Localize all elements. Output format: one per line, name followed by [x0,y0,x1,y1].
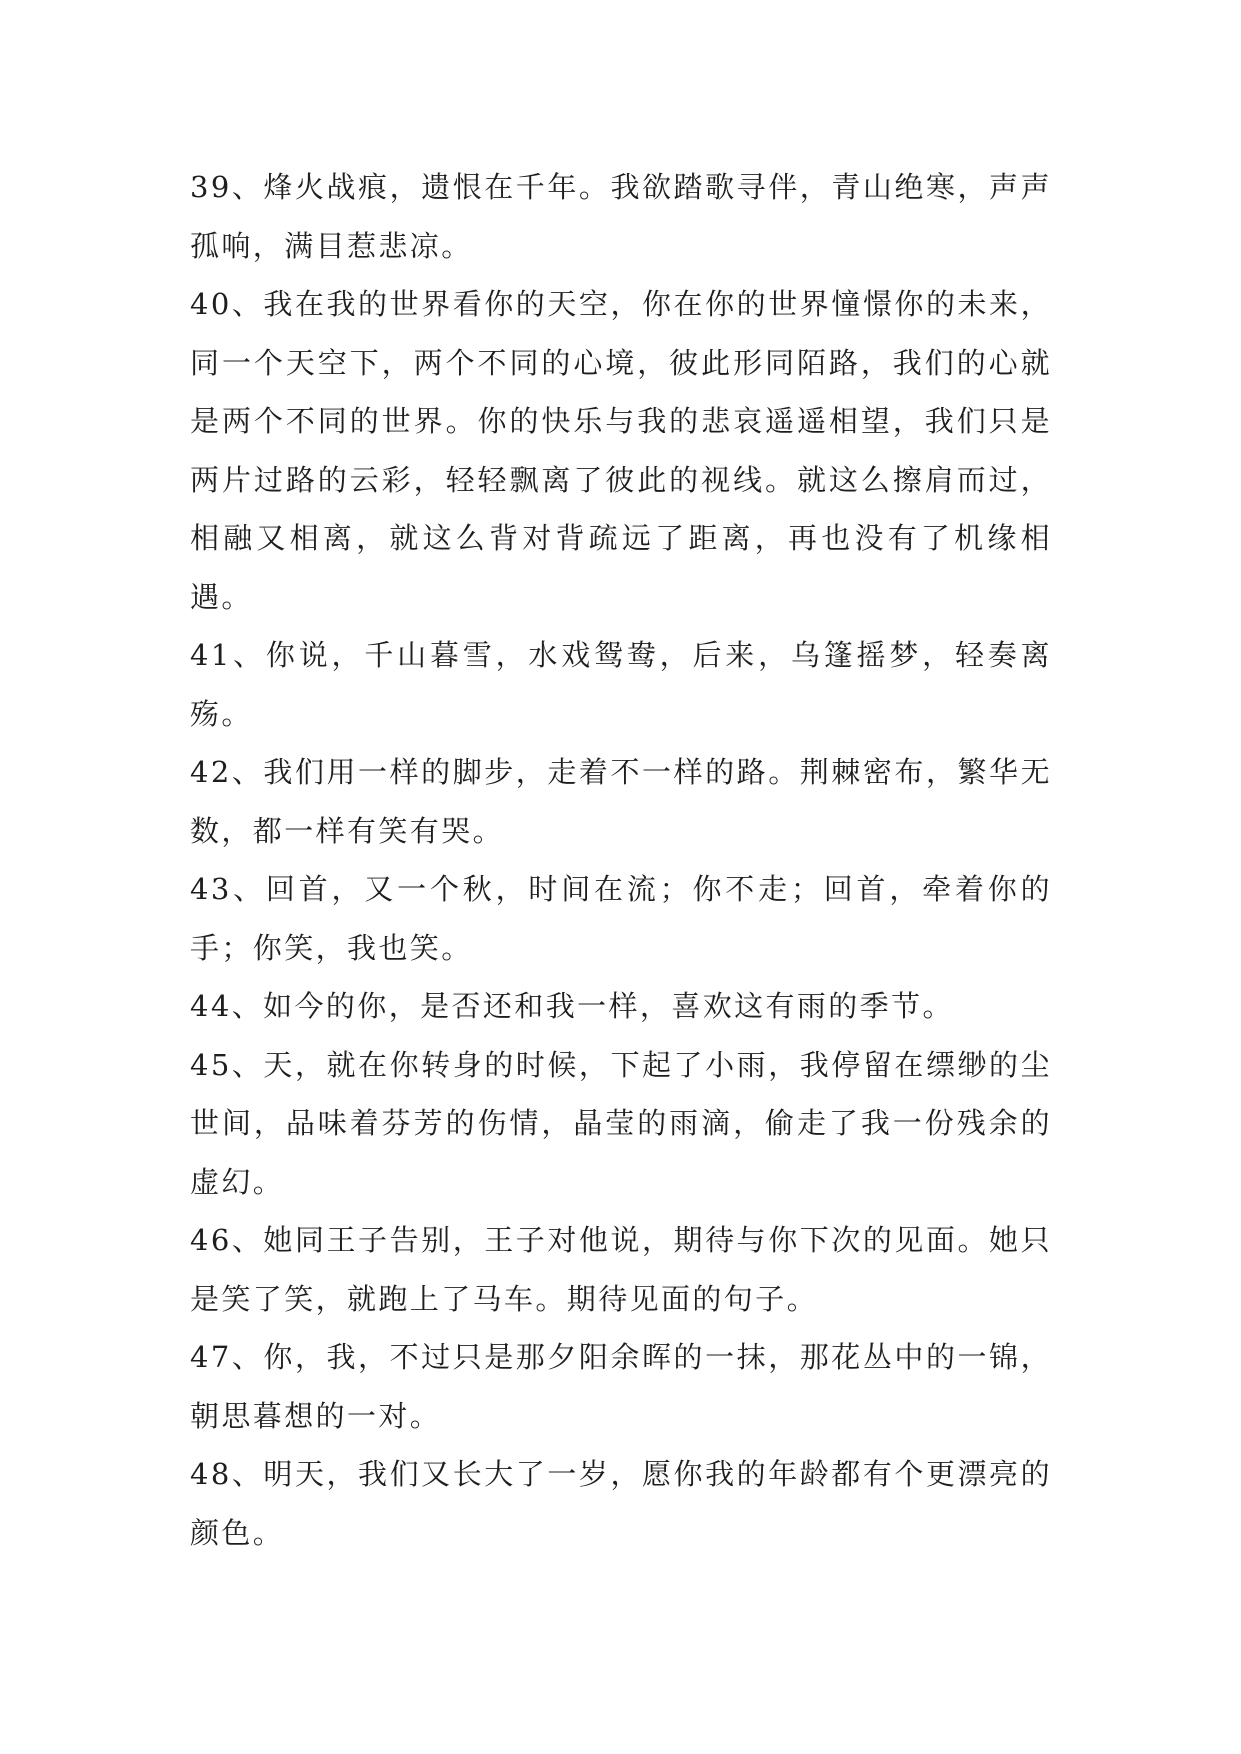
entry-40: 40、我在我的世界看你的天空，你在你的世界憧憬你的未来，同一个天空下，两个不同的心境，彼此形同陌路，我们的心就是两个不同的世界。你的快乐与我的悲哀遥遥相望，我们只是两片过路的云彩，轻轻飘离了彼此的视线。就这么擦肩而过，相融又相离，就这么背对背疏远了距离，再也没有了机缘相遇。 [190,287,1052,614]
entry-44: 44、如今的你，是否还和我一样，喜欢这有雨的季节。 [190,989,954,1023]
entry-45: 45、天，就在你转身的时候，下起了小雨，我停留在缥缈的尘世间，品味着芬芳的伤情，晶莹的雨滴，偷走了我一份残余的虚幻。 [190,1047,1052,1199]
document-body [190,158,1052,1562]
entry-46: 46、她同王子告别，王子对他说，期待与你下次的见面。她只是笑了笑，就跑上了马车。期待见面的句子。 [190,1223,1052,1316]
entry-41: 41、你说，千山暮雪，水戏鸳鸯，后来，乌篷摇梦，轻奏离殇。 [190,638,1052,731]
entry-47: 47、你，我，不过只是那夕阳余晖的一抹，那花丛中的一锦，朝思暮想的一对。 [190,1340,1052,1433]
entry-42: 42、我们用一样的脚步，走着不一样的路。荆棘密布，繁华无数，都一样有笑有哭。 [190,755,1052,848]
entry-48: 48、明天，我们又长大了一岁，愿你我的年龄都有个更漂亮的颜色。 [190,1457,1052,1550]
entry-39: 39、烽火战痕，遗恨在千年。我欲踏歌寻伴，青山绝寒，声声孤响，满目惹悲凉。 [190,170,1052,263]
entry-43: 43、回首，又一个秋，时间在流；你不走；回首，牵着你的手；你笑，我也笑。 [190,872,1052,965]
